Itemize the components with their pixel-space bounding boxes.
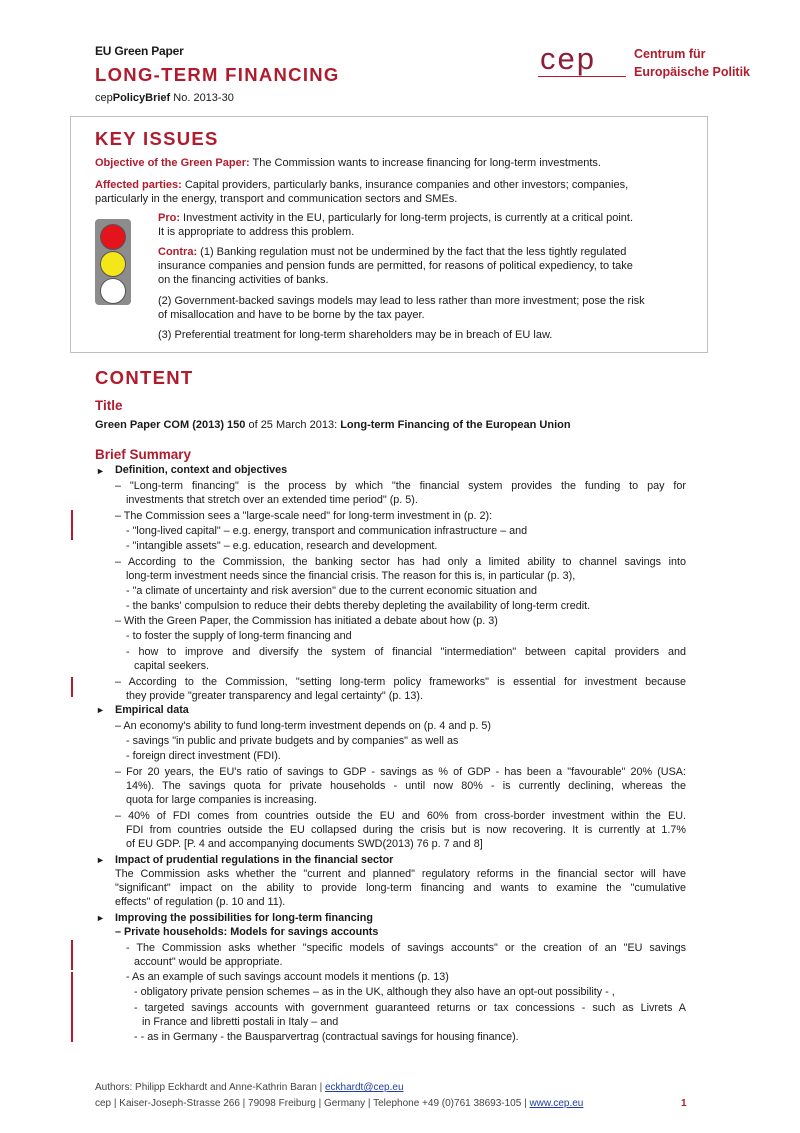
logo-name-line-2: Europäische Politik (634, 65, 751, 79)
subsection-private-households: – Private households: Models for savings accounts (115, 926, 379, 938)
contra-3-paragraph: (3) Preferential treatment for long-term shareholders may be in breach of EU law. (158, 329, 553, 341)
change-bar (71, 940, 73, 970)
bullet-arrow-icon: ► (96, 855, 105, 865)
white-lamp (100, 278, 126, 304)
summary-line: - how to improve and diversify the system of financial "intermediation" between capital providers and (126, 646, 686, 658)
summary-line: - "long-lived capital" – e.g. energy, transport and communication infrastructure – and (126, 525, 528, 537)
website-link[interactable]: www.cep.eu (529, 1098, 584, 1109)
traffic-light-icon (95, 219, 131, 305)
summary-line: in France and libretti postali in Italy – and (142, 1016, 339, 1028)
footer-address (95, 1098, 583, 1109)
summary-line: quota for large companies is increasing. (126, 794, 317, 806)
objective-label: Objective of the Green Paper: (95, 157, 250, 169)
pro-paragraph (158, 211, 633, 239)
affected-text-1: Capital providers, particularly banks, insurance companies and other investors; companies, (181, 179, 629, 191)
title-heading: Title (95, 398, 123, 413)
summary-line: - savings "in public and private budgets and by companies" as well as (126, 735, 459, 747)
summary-line: long-term investment needs since the financial crisis. The reason for this is, in particular (p. 3), (126, 570, 576, 582)
brief-bold: PolicyBrief (112, 92, 171, 104)
summary-line: - The Commission asks whether "specific models of savings accounts" or the creation of an "EU savings (126, 942, 686, 954)
contra-2-paragraph (158, 294, 645, 322)
logo-organisation-name (634, 45, 750, 81)
summary-line: 14%). The savings quota for private households - until now 80% - is currently declining, whereas the (126, 780, 686, 792)
section-prudential: Impact of prudential regulations in the financial sector (115, 854, 394, 866)
summary-line: – An economy's ability to fund long-term investment depends on (p. 4 and p. 5) (115, 720, 491, 732)
title-bold-1: Green Paper COM (2013) 150 (95, 419, 246, 431)
logo-name-line-1: Centrum für (634, 47, 706, 61)
brief-summary-heading: Brief Summary (95, 447, 192, 462)
summary-line: - targeted savings accounts with government guaranteed returns or tax concessions - such as Livrets A (134, 1002, 686, 1014)
section-definition: Definition, context and objectives (115, 464, 288, 476)
pro-text-1: Investment activity in the EU, particularly for long-term projects, is currently at a critical point. (180, 212, 633, 224)
summary-line: The Commission asks whether the "current and planned" regulatory reforms in the financial sector will have (115, 868, 686, 880)
contra-paragraph (158, 245, 633, 287)
summary-line: – According to the Commission, "setting long-term policy frameworks" is essential for investment because (115, 676, 686, 688)
contra-2-line-2: of misallocation and have to be borne by the tax payer. (158, 309, 425, 321)
summary-line: - to foster the supply of long-term financing and (126, 630, 352, 642)
summary-line: FDI from countries outside the EU collapsed during the crisis but is now recovering. It is currently at 1.7% (126, 824, 686, 836)
summary-line: account" would be appropriate. (134, 956, 283, 968)
summary-line: - the banks' compulsion to reduce their debts thereby depleting the availability of long-term credit. (126, 600, 591, 612)
brief-no: No. 2013-30 (170, 92, 234, 104)
contra-label: Contra: (158, 246, 198, 258)
affected-text-2: particularly in the energy, transport and communication sectors and SMEs. (95, 193, 458, 205)
bullet-arrow-icon: ► (96, 913, 105, 923)
summary-line: of EU GDP. [P. 4 and accompanying documents SWD(2013) 76 p. 7 and 8] (126, 838, 483, 850)
summary-line: – With the Green Paper, the Commission has initiated a debate about how (p. 3) (115, 615, 498, 627)
pro-label: Pro: (158, 212, 180, 224)
summary-line: - "a climate of uncertainty and risk aversion" due to the current economic situation and (126, 585, 537, 597)
title-plain: of 25 March 2013: (245, 419, 341, 431)
contra-text-1: (1) Banking regulation must not be undermined by the fact that the less tightly regulated (197, 246, 627, 258)
title-line (95, 418, 571, 432)
contra-text-2: insurance companies and pension funds are permitted, for reasons of political expediency, to take (158, 260, 633, 272)
summary-line: - obligatory private pension schemes – as in the UK, although they also have an opt-out possibility - , (134, 986, 615, 998)
section-empirical: Empirical data (115, 704, 189, 716)
affected-paragraph (95, 178, 628, 206)
footer-address-text: cep | Kaiser-Joseph-Strasse 266 | 79098 Freiburg | Germany | Telephone +49 (0)761 38693-105 | (95, 1098, 530, 1109)
contra-2-line-1: (2) Government-backed savings models may lead to less rather than more investment; pose the risk (158, 295, 645, 307)
footer-authors-text: Authors: Philipp Eckhardt and Anne-Kathrin Baran | (95, 1082, 325, 1093)
summary-line: "significant" impact on the ability to provide long-term financing and wants to examine the "cumulative (115, 882, 686, 894)
summary-line: - As an example of such savings account models it mentions (p. 13) (126, 971, 449, 983)
change-bar (71, 972, 73, 1042)
bullet-arrow-icon: ► (96, 466, 105, 476)
cep-logo: cep (540, 41, 596, 76)
brief-number (95, 92, 234, 104)
objective-text: The Commission wants to increase financing for long-term investments. (249, 157, 601, 169)
summary-line: – The Commission sees a "large-scale need" for long-term investment in (p. 2): (115, 510, 493, 522)
logo-underline (538, 76, 626, 77)
summary-line: capital seekers. (134, 660, 210, 672)
summary-line: effects" of regulation (p. 10 and 11). (115, 896, 286, 908)
brief-prefix: cep (95, 92, 113, 104)
summary-line: investments that stretch over an extended time period" (p. 5). (126, 494, 418, 506)
summary-line: - - as in Germany - the Bausparvertrag (contractual savings for housing finance). (134, 1031, 519, 1043)
red-lamp (100, 224, 126, 250)
pro-text-2: It is appropriate to address this problem. (158, 226, 355, 238)
yellow-lamp (100, 251, 126, 277)
bullet-arrow-icon: ► (96, 705, 105, 715)
author-email-link[interactable]: eckhardt@cep.eu (324, 1082, 404, 1093)
summary-line: – According to the Commission, the banking sector has had only a limited ability to channel savings into (115, 556, 686, 568)
affected-label: Affected parties: (95, 179, 182, 191)
change-bar (71, 510, 73, 540)
summary-line: – 40% of FDI comes from countries outside the EU and 60% from cross-border investment within the EU. (115, 810, 686, 822)
document-title: LONG-TERM FINANCING (95, 64, 340, 85)
summary-line: – "Long-term financing" is the process by which "the financial system provides the funding to pay for (115, 480, 686, 492)
section-improving: Improving the possibilities for long-term financing (115, 912, 373, 924)
change-bar (71, 677, 73, 697)
content-heading: CONTENT (95, 367, 194, 388)
summary-line: - foreign direct investment (FDI). (126, 750, 281, 762)
contra-text-3: on the financing activities of banks. (158, 274, 329, 286)
summary-line: they provide "greater transparency and legal certainty" (p. 13). (126, 690, 423, 702)
key-issues-heading: KEY ISSUES (95, 128, 219, 149)
objective-paragraph (95, 156, 601, 170)
title-bold-2: Long-term Financing of the European Union (340, 419, 571, 431)
page-number: 1 (681, 1098, 687, 1109)
document-kicker: EU Green Paper (95, 44, 184, 58)
summary-line: - "intangible assets" – e.g. education, research and development. (126, 540, 438, 552)
summary-line: – For 20 years, the EU's ratio of savings to GDP - savings as % of GDP - has been a "favourable" 20% (USA: (115, 766, 686, 778)
footer-authors (95, 1082, 404, 1093)
